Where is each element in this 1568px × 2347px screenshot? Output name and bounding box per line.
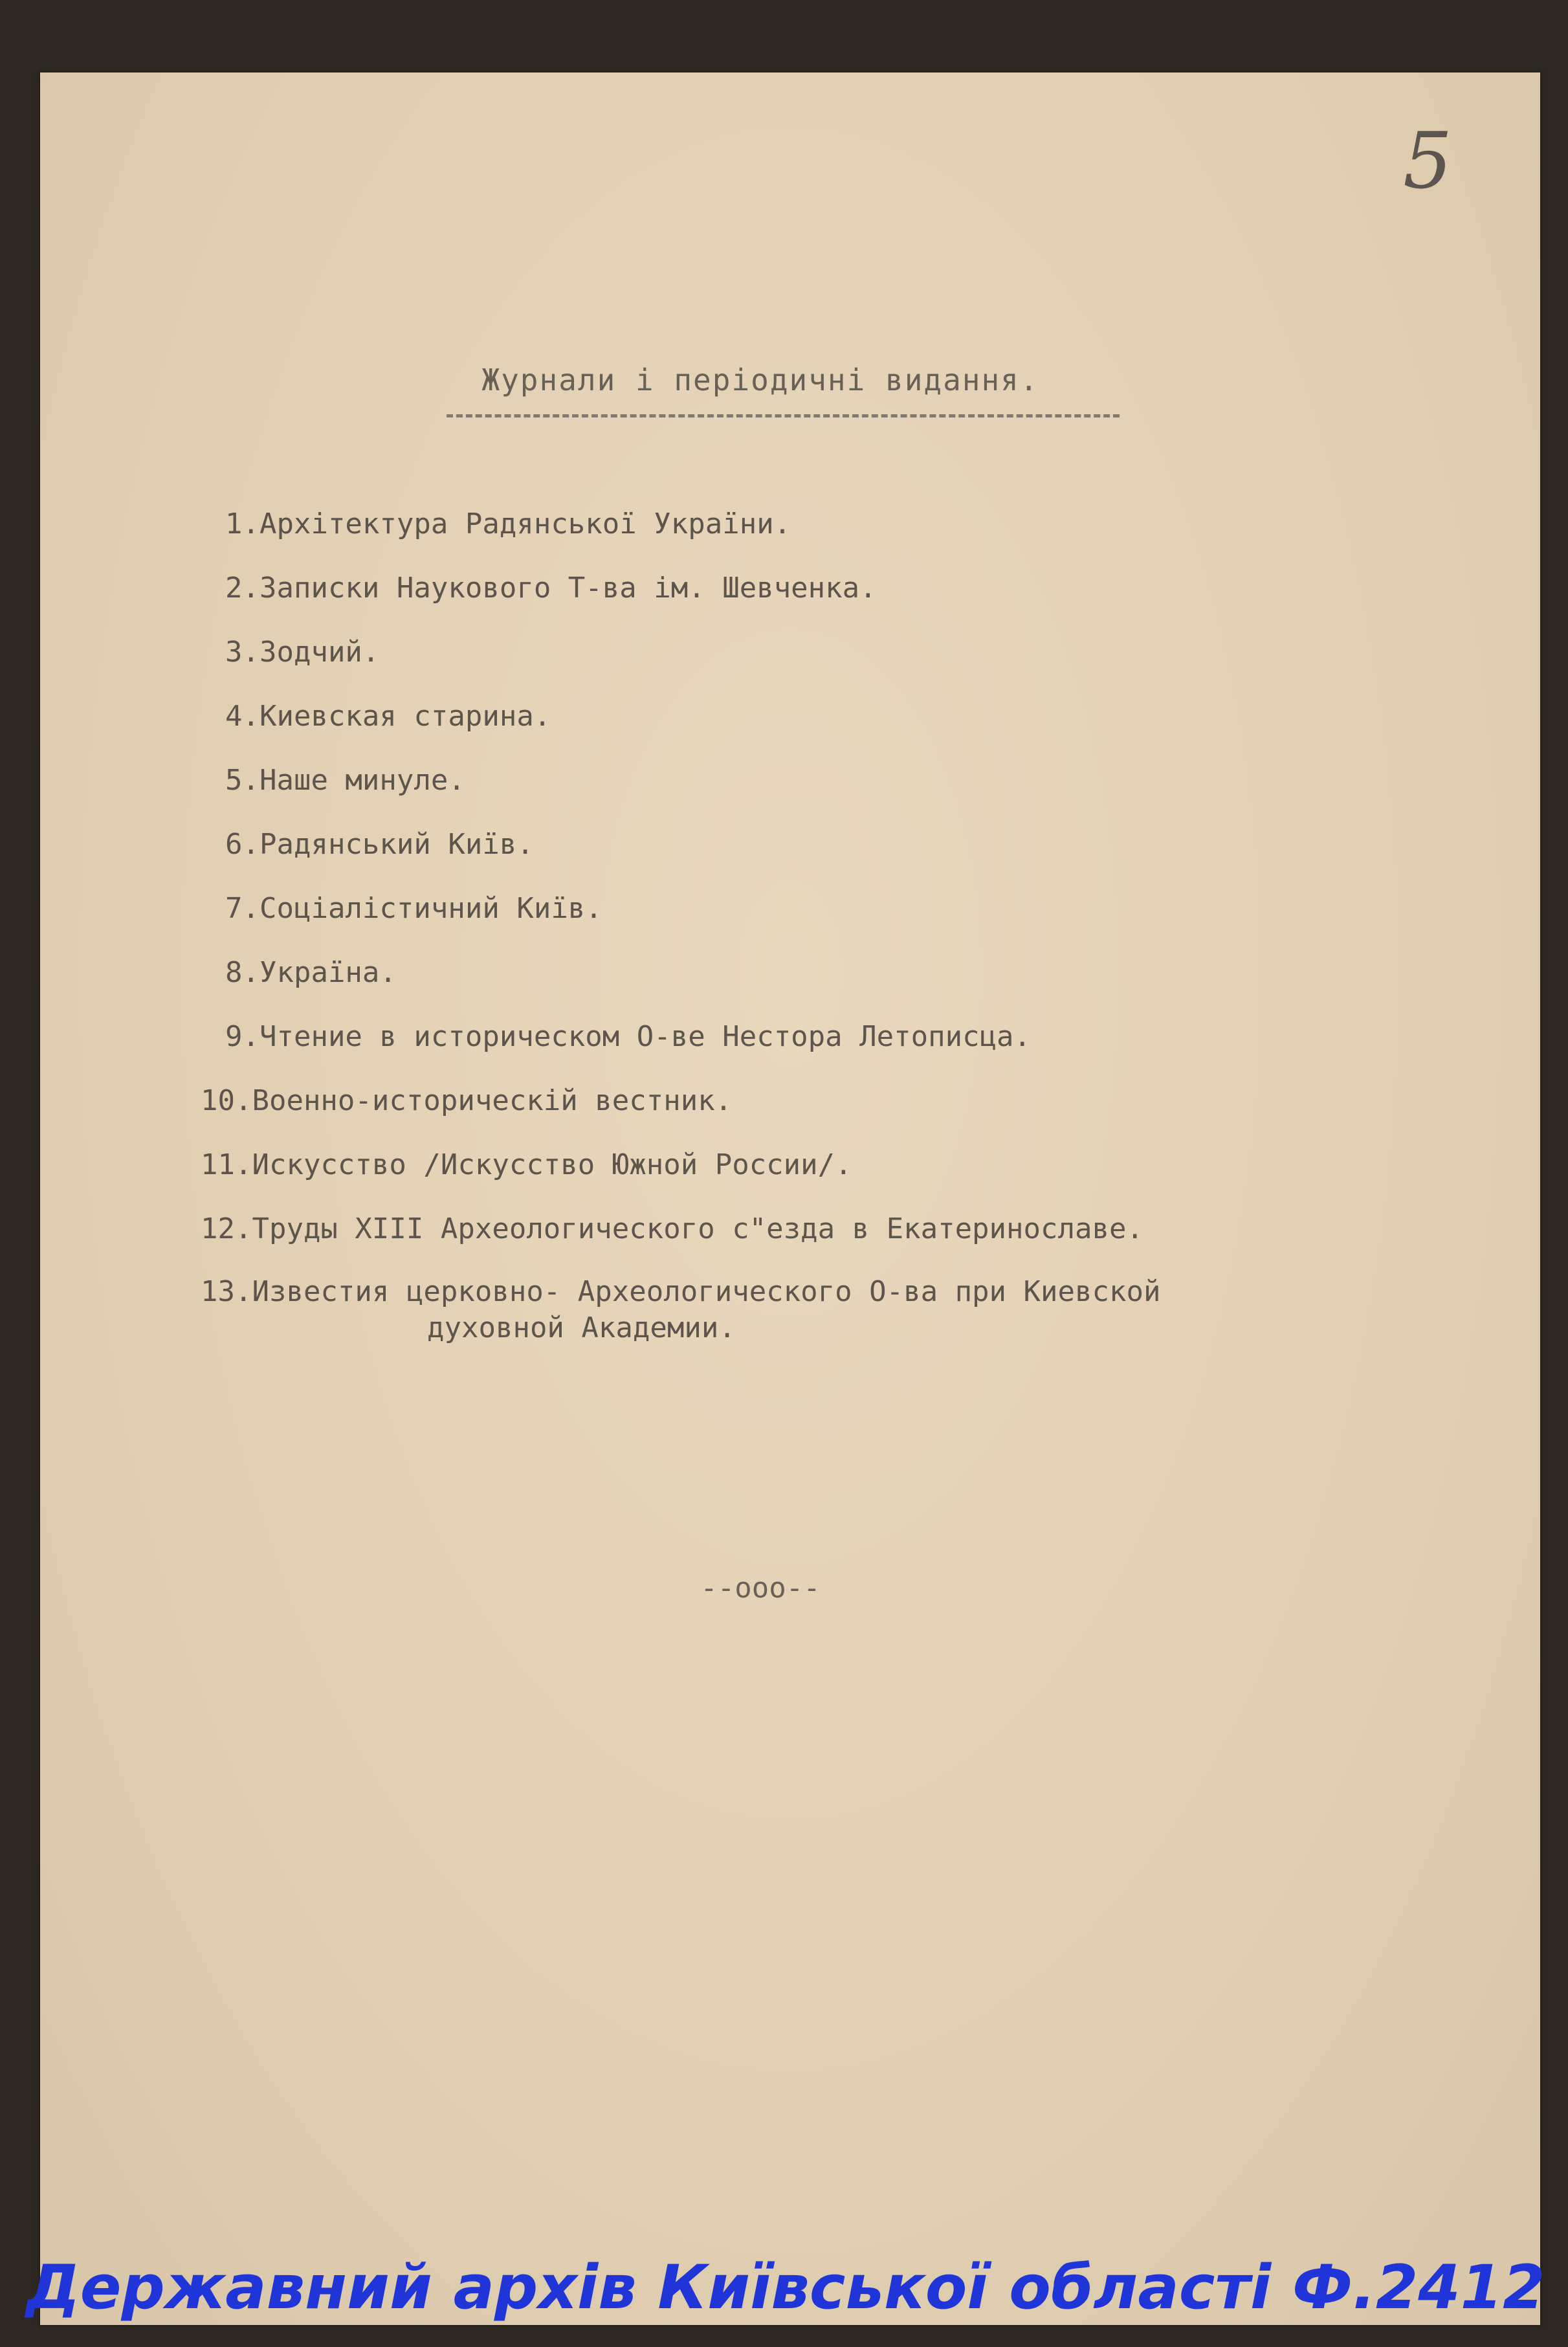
page-number: 5	[1403, 117, 1453, 206]
title-underline	[447, 414, 1120, 417]
list-item	[201, 492, 1430, 556]
list-item	[201, 748, 1430, 812]
end-mark: --ооо--	[700, 1572, 821, 1605]
list-item	[201, 876, 1430, 940]
list-item	[201, 1069, 1430, 1133]
list-item-text: 9.Чтение в историческом О-ве Нестора Летописца.	[225, 1020, 1032, 1053]
journal-list	[201, 492, 1430, 1346]
list-item	[201, 1133, 1430, 1197]
document-title: Журнали і періодичні видання.	[481, 362, 1039, 397]
list-item-text: 12.Труды XIII Археологического с"езда в Екатеринославе.	[201, 1212, 1143, 1245]
list-item-text: 10.Военно-историческій вестник.	[201, 1084, 733, 1117]
list-item-text: 13.Известия церковно- Археологического О-ва при Киевской	[201, 1275, 1161, 1308]
archive-watermark-label: Державний архів Київської області Ф.2412	[26, 2252, 1545, 2323]
list-item-text: 2.Записки Наукового Т-ва ім. Шевченка.	[225, 572, 877, 605]
list-item	[201, 684, 1430, 748]
list-item	[201, 1261, 1430, 1346]
list-item-text: 7.Соціалістичний Київ.	[225, 892, 602, 925]
list-item	[201, 556, 1430, 620]
list-item-text: 4.Киевская старина.	[225, 700, 551, 733]
list-item-text: 6.Радянський Київ.	[225, 828, 534, 861]
list-item	[201, 940, 1430, 1005]
list-item-text: 11.Искусство /Искусство Южной России/.	[201, 1148, 852, 1181]
list-item-text: 5.Наше минуле.	[225, 764, 465, 797]
list-item-text: 1.Архітектура Радянської України.	[225, 507, 791, 540]
list-item	[201, 812, 1430, 876]
list-item	[201, 1197, 1430, 1261]
list-item-text: 8.Україна.	[225, 956, 397, 989]
list-item	[201, 1005, 1430, 1069]
list-item-text: 3.Зодчий.	[225, 636, 380, 669]
list-item-continuation: духовной Академии.	[427, 1311, 736, 1344]
list-item	[201, 620, 1430, 684]
